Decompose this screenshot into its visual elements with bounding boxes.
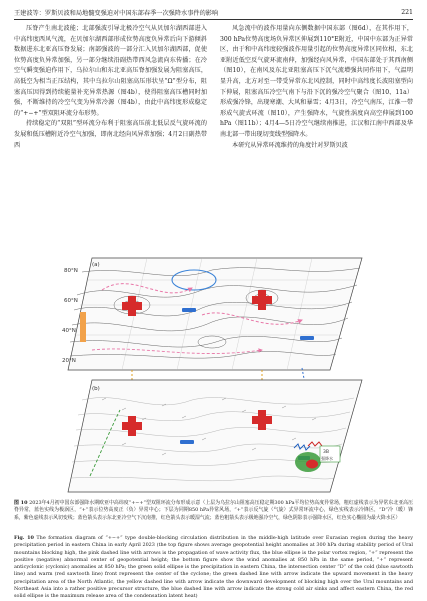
figure-10-schematic — [62, 250, 366, 496]
page-number: 221 — [401, 8, 413, 16]
panel-a-300hpa — [62, 258, 362, 370]
body-column-left — [14, 24, 207, 151]
rain-label: 3B — [323, 450, 329, 455]
caption-label: 图 10 — [14, 500, 28, 506]
panel-b-label: (b) — [92, 386, 100, 392]
paragraph: 压脊产生南北波能；北部强波引导北极冷空气从贝加尔湖西部进入中高纬度西风气流，在贝加尔湖西部形成位势高度负异常后向下游倾斜数据进东北亚高压脊发展；南部强波的一部分汇入贝加尔湖西部，促使位势高度负异常加强，另一部分继续沿副热带西风急流向东传播；在冷空气瞬变强迫作用下，乌拉尔山和东北亚高压脊加强发展为阻塞高压，高低空为相当正压结构，其中乌拉尔山阻塞高压形状呈“Ω”型分布，阻塞高压因得到持续能量补充异常热源（图4b），使得阻塞高压槽同时加强，不断维持的冷空气变为异常冷源（图4b），由此中高纬度形成稳定的“+−+”型双阻环流分布形势。 — [14, 25, 207, 117]
caption-english — [14, 535, 413, 601]
caption-text: The formation diagram of “+−+” type double-blocking circulation distribution in the middle-high latitude over Eurasian region during the heavy precipitation period in eastern China in early April 2023 (the top figure shows average geopotential height anomalies at 300 hPa during stability period of Ural mountains blocking high, the pink dashed line with arrows is the propagation of wave activity flux, the blue ellipse is the polar vortex region, “+” represent the positive (negative) abnormal center of geopotential height; the bottom figure show the wind anomalies at 850 hPa in the same period, “+” represent anticyclonic (cyclonic) anomalies at 850 hPa; the green solid ellipse is the precipitation in eastern China, the intersection center “D” of the cold (blue sawtooth line) and warm (red sawtooth line) front represent the center of the cyclone; the green dashed line with arrow indicate the upward movement in the heavy precipitation area of the North Atlantic, the yellow dashed line with arrow indicate the downward development of blocking high over the Ural mountains and Northeast Asia into a rather positive precursor structure, the blue dashed line with arrow indicate the strong cold air sinks and affect eastern China, the red solid ellipse is the maximum release area of the condensation latent heat) — [14, 535, 413, 600]
panel-b-850hpa — [68, 380, 362, 492]
body-column-right — [220, 24, 413, 151]
header-rule — [14, 19, 413, 20]
running-header — [14, 6, 413, 18]
caption-text: 2023年4月初中国东部强降水期欧亚中高纬度“+−+”型双阻环流分布形成示意（上层为乌拉尔山阻塞高压稳定期300 hPa平均位势高度异常场，粗红虚线表示为异常东北亚高压脊异常，蓝色实线为极涡区，“+”表示位势高度正（负）异常中心；下层为同期850 hPa异常风场，“+”表示反气旋（气旋）式异常环流中心，绿色实线表示冷锋区，“D”冷（暖）锋系，紫色虚线表示风切变线；蓝色箭头表示东北亚冷空气下沉南推，红色箭头表示暖湿气流；蓝色粗箭头表示极地强冷空气，绿色阴影表示强降水区，红色实心椭圆为最大降水区） — [14, 500, 413, 521]
paragraph: 本研究从异常环流维持的角度针对罗斯贝波 — [232, 141, 348, 149]
panel-a-label: (a) — [92, 262, 100, 268]
paragraph: 风急流中的波作用量向东侧数据中国东部（图6d），在其作用下，300 hPa位势高度场负异常区伸展到110°E附近，中国中东部为正异常区，由于和中高纬度较强波作用量引起的位势高度异常区同位相，东北亚附近低空反气旋环流南伸，加强经向风异常，中国东部处于其西南侧（图10），在南风及东北亚阻塞高压下沉气流增强共同作用下，气温明显升高，北方对至一带受异常东北风控制，同时中高纬度长波阻塞型向下伸展，阻塞高压冷空气南下与沿下沉的强冷空气聚合（图10、11a）形成强冷锋，出现寒潮、大风和暴雪；4月3日，冷空气南压，江淮一带形成气旋式环流（图10），产生强降水，气旋性涡度向高空伸展到100 hPa（图11b）；4月4—5日冷空气继续南推进，江汉和江南中西部及华南北部一带出现切变线型强降水。 — [220, 25, 413, 138]
header-title: 王建波等：罗斯贝波和局地髓变强迫对中国东部春季一次强降水事件的影响 — [14, 9, 219, 17]
lat-label: 80°N — [64, 268, 78, 274]
latent-heat-ellipse — [306, 460, 318, 469]
rain-label: 强降水 — [321, 456, 333, 461]
caption-label: Fig. 10 — [14, 535, 34, 541]
lat-label: 40°N — [62, 328, 76, 334]
legend-strip — [80, 312, 86, 342]
caption-chinese — [14, 500, 413, 522]
paragraph: 持续稳定的“双阻”型环流分布利于阻塞高压前北低层反气旋环流的发展和低压槽附近冷空气加强，即南北经向风异常加强；4月2日副热带西 — [14, 120, 207, 149]
lat-label: 60°N — [64, 298, 78, 304]
lat-label: 20°N — [62, 358, 76, 364]
